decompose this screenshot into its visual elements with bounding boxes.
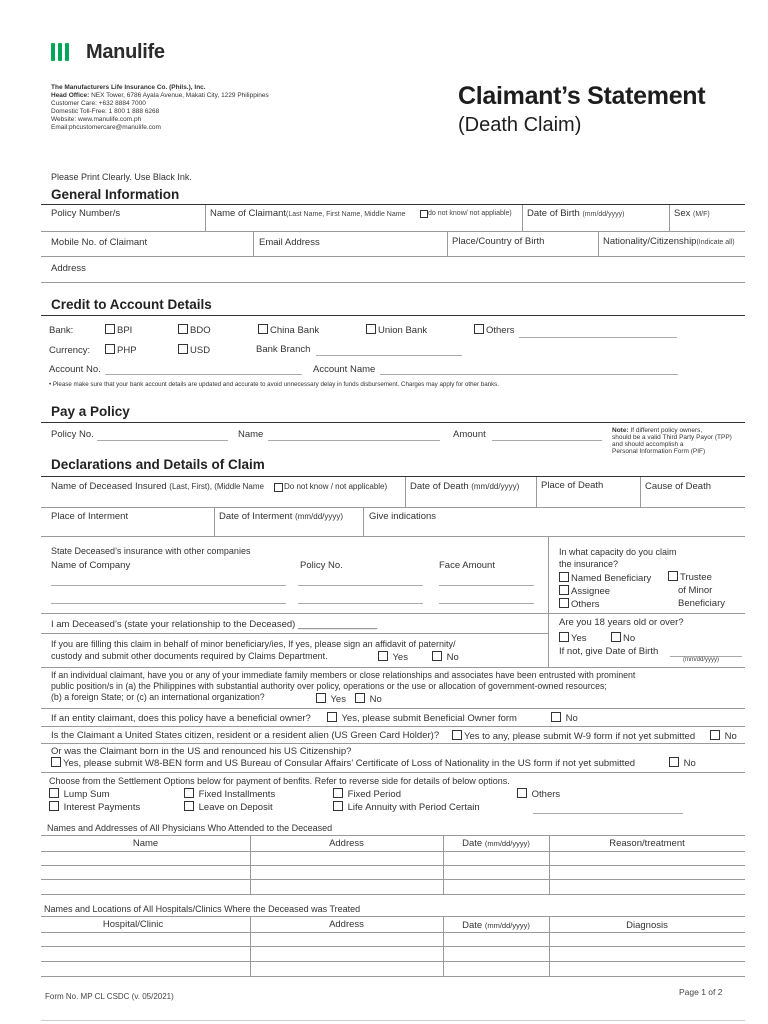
place-of-interment-field[interactable]: Place of Interment <box>51 511 129 522</box>
date-of-interment-field[interactable]: Date of Interment (mm/dd/yyyy) <box>219 511 344 522</box>
face-amount-col: Face Amount <box>439 560 495 571</box>
physicians-col-reason: Reason/treatment <box>609 838 685 849</box>
bank-option-union-bank[interactable]: Union Bank <box>366 324 427 336</box>
bank-branch-field[interactable]: Bank Branch <box>256 344 311 355</box>
place-of-death-field[interactable]: Place of Death <box>541 480 604 491</box>
tpp-note: Note: If different policy owners, should be a valid Third Party Payor (TPP) and should accomplish a Personal Information Form (PIF) <box>612 427 732 455</box>
bank-option-bdo[interactable]: BDO <box>178 324 211 336</box>
settlement-lump-sum[interactable]: Lump Sum <box>49 788 110 800</box>
capacity-question: In what capacity do you claim the insurance? <box>559 547 677 569</box>
currency-label: Currency: <box>49 345 91 356</box>
deceased-name-field[interactable]: Name of Deceased Insured (Last, First), (Middle Name <box>51 481 264 492</box>
hospitals-heading: Names and Locations of All Hospitals/Clinics Where the Deceased was Treated <box>44 904 361 914</box>
deceased-name-na-label: Do not know / not applicable) <box>284 482 388 491</box>
company-info: The Manufacturers Life Insurance Co. (Phils.), Inc. Head Office: NEX Tower, 6786 Ayala Avenue, Makati City, 1229 Philippines Customer Care: +632 8884 7000 Domestic Toll-Free: 1 800 1 888 6268 Website: www.manulife.com.ph Email:phcustomercare@manulife.com <box>51 84 269 131</box>
minor-yes-checkbox[interactable]: Yes <box>378 651 408 663</box>
us-citizen-no-checkbox[interactable]: No <box>710 730 737 742</box>
section-general-information: General Information <box>51 187 180 202</box>
settlement-leave-on-deposit[interactable]: Leave on Deposit <box>184 801 273 813</box>
pay-name-field[interactable]: Name <box>238 429 264 440</box>
bank-option-bpi[interactable]: BPI <box>105 324 132 336</box>
hospitals-col-hospital: Hospital/Clinic <box>102 919 164 930</box>
capacity-named-beneficiary[interactable]: Named Beneficiary <box>559 572 651 584</box>
entity-no-checkbox[interactable]: No <box>551 712 578 724</box>
capacity-assignee[interactable]: Assignee <box>559 585 610 597</box>
capacity-trustee[interactable]: Trustee of Minor Beneficiary <box>668 571 725 610</box>
hospitals-col-diagnosis: Diagnosis <box>626 920 668 931</box>
brand-name: Manulife <box>86 41 165 63</box>
claimant-name-na-label: do not know/ not appliable) <box>428 210 512 217</box>
section-declarations: Declarations and Details of Claim <box>51 457 265 472</box>
physicians-col-date: Date (mm/dd/yyyy) <box>462 838 530 849</box>
capacity-others[interactable]: Others <box>559 598 600 610</box>
date-of-death-field[interactable]: Date of Death (mm/dd/yyyy) <box>410 481 520 492</box>
bank-option-china-bank[interactable]: China Bank <box>258 324 319 336</box>
claimant-name-na-checkbox[interactable] <box>420 210 428 218</box>
age-no-checkbox[interactable]: No <box>611 632 635 644</box>
policy-numbers-field[interactable]: Policy Number/s <box>51 208 121 219</box>
cause-of-death-field[interactable]: Cause of Death <box>645 481 712 492</box>
settlement-others[interactable]: Others <box>517 788 560 800</box>
currency-option-usd[interactable]: USD <box>178 344 210 356</box>
settlement-fixed-period[interactable]: Fixed Period <box>333 788 401 800</box>
other-policy-no-col: Policy No. <box>300 560 343 571</box>
hospitals-col-address: Address <box>329 919 364 930</box>
other-insurance-heading: State Deceased’s insurance with other companies <box>51 546 251 556</box>
claimant-name-field[interactable]: Name of Claimant(Last Name, First Name, Middle Name <box>210 208 406 219</box>
bank-option-others[interactable]: Others <box>474 324 515 336</box>
form-number: Form No. MP CL CSDC (v. 05/2021) <box>45 992 174 1001</box>
born-us-question: Or was the Claimant born in the US and renounced his US Citizenship? <box>51 746 352 757</box>
physicians-col-address: Address <box>329 838 364 849</box>
settlement-fixed-installments[interactable]: Fixed Installments <box>184 788 275 800</box>
minor-beneficiary-question: If you are filling this claim in behalf of minor beneficiary/ies, If yes, please sign an affidavit of paternity/ custody and submit other documents required by Claims Department. <box>51 639 456 661</box>
us-citizen-yes-checkbox[interactable]: Yes to any, please submit W-9 form if not yet submitted <box>452 730 695 742</box>
if-not-dob-hint: (mm/dd/yyyy) <box>683 657 719 663</box>
physicians-heading: Names and Addresses of All Physicians Who Attended to the Deceased <box>47 823 333 833</box>
entity-yes-checkbox[interactable]: Yes, please submit Beneficial Owner form <box>327 712 517 724</box>
settlement-question: Choose from the Settlement Options below for payment of benfits. Refer to reverse side for details of below options. <box>49 776 510 786</box>
hospitals-col-date: Date (mm/dd/yyyy) <box>462 920 530 931</box>
if-not-dob-field[interactable]: If not, give Date of Birth <box>559 646 659 657</box>
born-us-no-checkbox[interactable]: No <box>669 757 696 769</box>
give-indications-field[interactable]: Give indications <box>369 511 437 522</box>
age-yes-checkbox[interactable]: Yes <box>559 632 587 644</box>
address-field[interactable]: Address <box>51 263 86 274</box>
pep-question: If an individual claimant, have you or any of your immediate family members or close relationships and associates have been entrusted with prominent public position/s in (a) the Philippines with substantial authority over policy, operations or the use or allocation of government-owned resources; (b) a foreign State; or (c) an international organization? <box>51 670 636 702</box>
email-field[interactable]: Email Address <box>259 237 320 248</box>
minor-no-checkbox[interactable]: No <box>432 651 459 663</box>
nationality-field[interactable]: Nationality/Citizenship(Indicate all) <box>603 236 735 247</box>
bank-label: Bank: <box>49 325 74 336</box>
sex-field[interactable]: Sex (M/F) <box>674 208 710 219</box>
age-question: Are you 18 years old or over? <box>559 617 684 628</box>
pep-no-checkbox[interactable]: No <box>355 693 382 705</box>
print-instruction: Please Print Clearly. Use Black Ink. <box>51 172 192 182</box>
dob-field[interactable]: Date of Birth (mm/dd/yyyy) <box>527 208 625 219</box>
us-citizen-question: Is the Claimant a United States citizen, resident or a resident alien (US Green Card Holder)? <box>51 730 440 741</box>
pay-policy-no-field[interactable]: Policy No. <box>51 429 94 440</box>
bank-account-note: • Please make sure that your bank account details are updated and accurate to avoid unnecessary delay in funds disbursement. Charges may apply for other banks. <box>49 381 499 388</box>
form-subtitle: (Death Claim) <box>458 114 582 136</box>
form-title: Claimant’s Statement <box>458 82 706 110</box>
physicians-col-name: Name <box>132 838 159 849</box>
relationship-field[interactable]: I am Deceased’s (state your relationship to the Deceased) _______________ <box>51 619 378 630</box>
born-us-yes-checkbox[interactable]: Yes, please submit W8-BEN form and US Bureau of Consular Affairs’ Certificate of Loss of Nationality in the US form if not yet submitted <box>51 757 635 769</box>
settlement-life-annuity[interactable]: Life Annuity with Period Certain <box>333 801 480 813</box>
deceased-name-na-checkbox[interactable] <box>274 483 283 492</box>
currency-option-php[interactable]: PHP <box>105 344 137 356</box>
account-name-field[interactable]: Account Name <box>313 364 376 375</box>
section-pay-a-policy: Pay a Policy <box>51 404 130 419</box>
manulife-logo-icon <box>51 43 71 61</box>
settlement-interest-payments[interactable]: Interest Payments <box>49 801 140 813</box>
account-no-field[interactable]: Account No. <box>49 364 101 375</box>
place-of-birth-field[interactable]: Place/Country of Birth <box>452 236 545 247</box>
page-number: Page 1 of 2 <box>679 987 723 997</box>
mobile-field[interactable]: Mobile No. of Claimant <box>51 237 148 248</box>
entity-question: If an entity claimant, does this policy have a beneficial owner? <box>51 713 311 724</box>
pep-yes-checkbox[interactable]: Yes <box>316 693 346 705</box>
pay-amount-field[interactable]: Amount <box>453 429 486 440</box>
other-company-name-col: Name of Company <box>51 560 131 571</box>
section-credit-to-account: Credit to Account Details <box>51 297 212 312</box>
